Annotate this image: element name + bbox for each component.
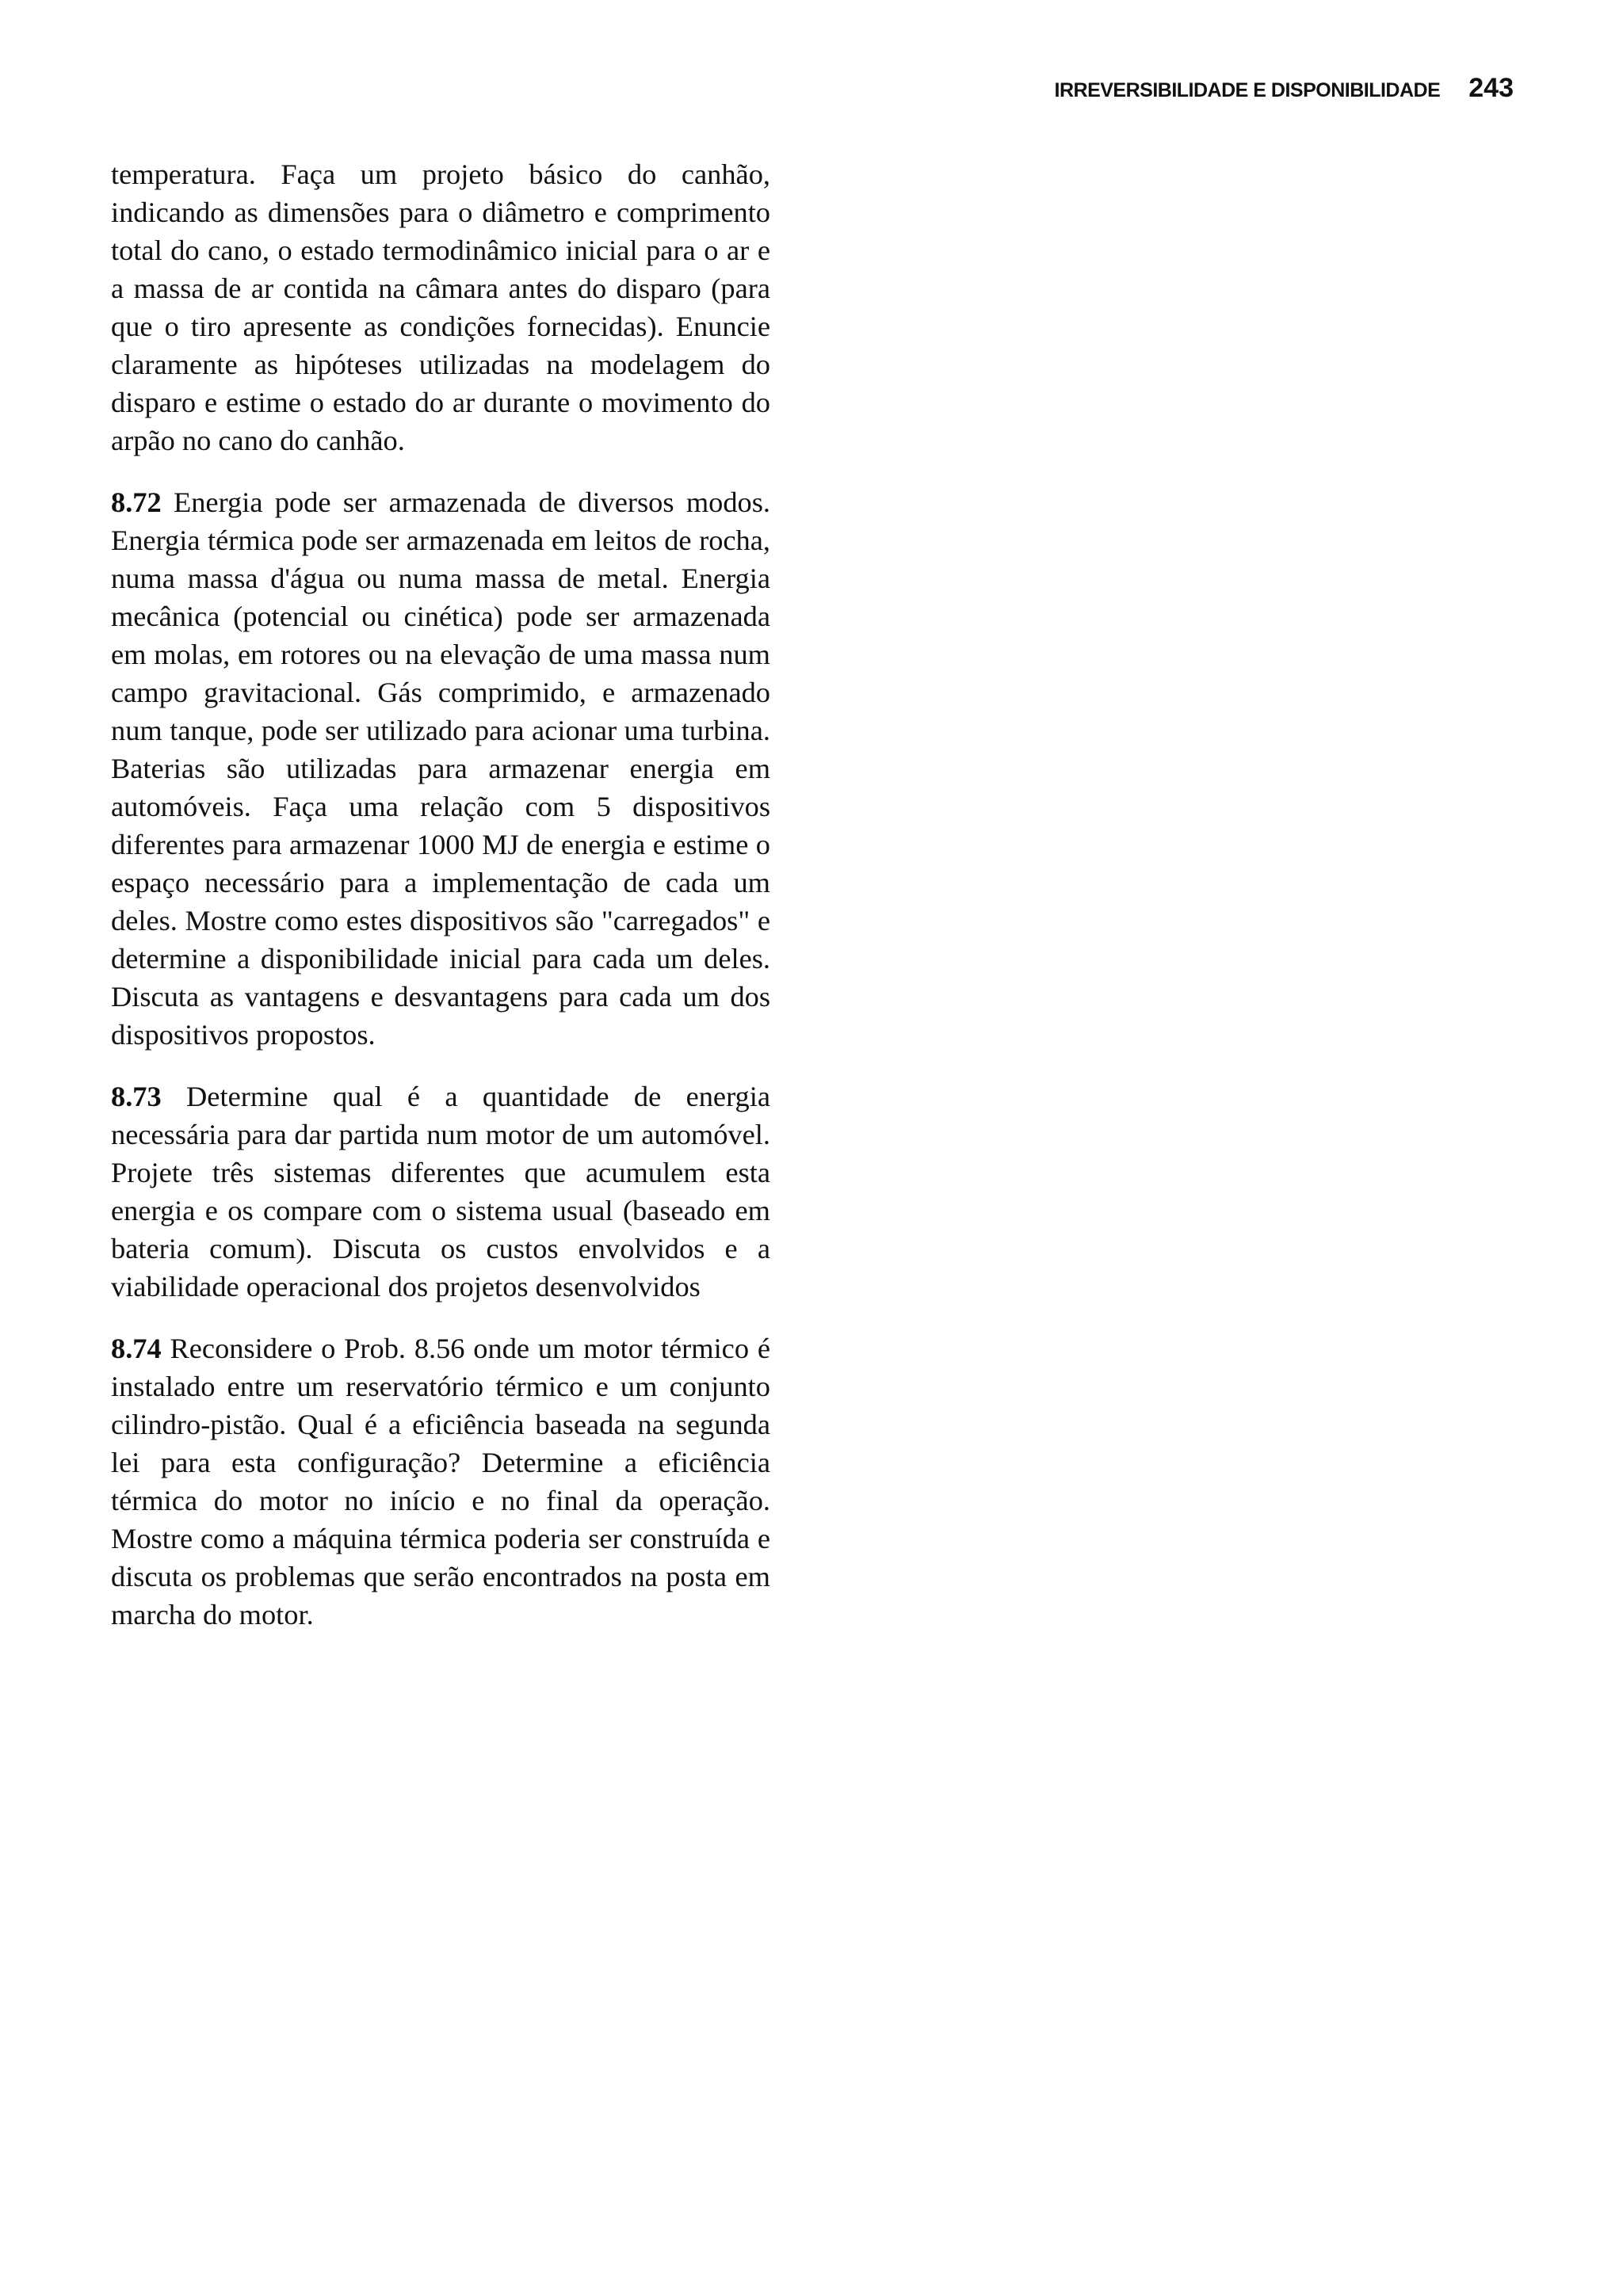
problem-8-72 xyxy=(111,483,770,1054)
problem-8-74 xyxy=(111,1329,770,1634)
paragraph-text: temperatura. Faça um projeto básico do canhão, indicando as dimensões para o diâmetro e comprimento total do cano, o estado termodinâmico inicial para o ar e a massa de ar contida na câmara antes do disparo (para que o tiro apresente as condições fornecidas). Enuncie claramente as hipóteses utilizadas na modelagem do disparo e estime o estado do ar durante o movimento do arpão no cano do canhão. xyxy=(111,158,770,456)
problem-8-73 xyxy=(111,1077,770,1306)
page-number: 243 xyxy=(1468,73,1514,103)
paragraph-text: Determine qual é a quantidade de energia necessária para dar partida num motor de um automóvel. Projete três sistemas diferentes que acumulem esta energia e os compare com o sistema usual (baseado em bateria comum). Discuta os custos envolvidos e a viabilidade operacional dos projetos desenvolvidos xyxy=(111,1081,770,1302)
paragraph-text: Energia pode ser armazenada de diversos modos. Energia térmica pode ser armazenada em leitos de rocha, numa massa d'água ou numa massa de metal. Energia mecânica (potencial ou cinética) pode ser armazenada em molas, em rotores ou na elevação de uma massa num campo gravitacional. Gás comprimido, e armazenado num tanque, pode ser utilizado para acionar uma turbina. Baterias são utilizadas para armazenar energia em automóveis. Faça uma relação com 5 dispositivos diferentes para armazenar 1000 MJ de energia e estime o espaço necessário para a implementação de cada um deles. Mostre como estes dispositivos são "carregados" e determine a disponibilidade inicial para cada um deles. Discuta as vantagens e desvantagens para cada um dos dispositivos propostos. xyxy=(111,486,770,1051)
problem-number: 8.74 xyxy=(111,1333,162,1364)
paragraph-text: Reconsidere o Prob. 8.56 onde um motor térmico é instalado entre um reservatório térmico e um conjunto cilindro-pistão. Qual é a eficiência baseada na segunda lei para esta configuração? Determine a eficiência térmica do motor no início e no final da operação. Mostre como a máquina térmica poderia ser construída e discuta os problemas que serão encontrados na posta em marcha do motor. xyxy=(111,1333,770,1630)
running-title: IRREVERSIBILIDADE E DISPONIBILIDADE xyxy=(1054,79,1441,101)
problem-number: 8.72 xyxy=(111,486,162,518)
problem-number: 8.73 xyxy=(111,1081,162,1112)
page-header xyxy=(935,73,1514,104)
paragraph-continued xyxy=(111,155,770,460)
text-column xyxy=(111,155,770,1657)
